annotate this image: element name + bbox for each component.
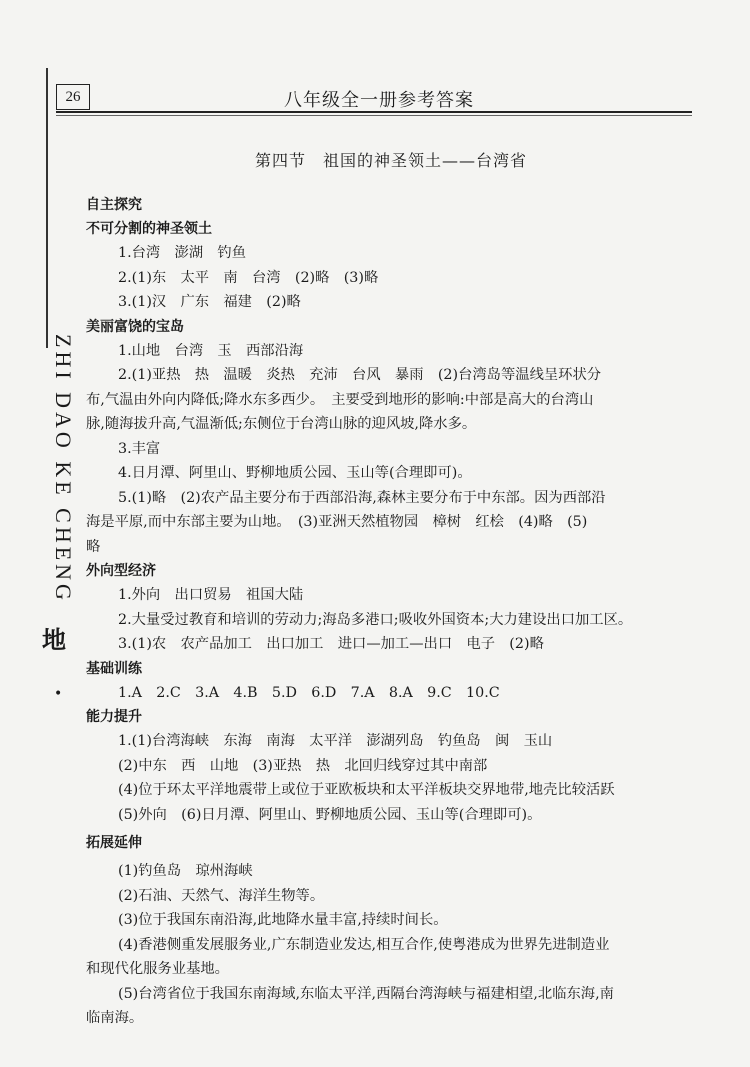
answer-line: 3.(1)农 农产品加工 出口加工 进口—加工—出口 电子 (2)略 <box>118 636 544 652</box>
left-margin-rule <box>46 68 48 348</box>
heading-zizhu: 自主探究 <box>86 197 142 213</box>
answer-line: (1)钓鱼岛 琼州海峡 <box>118 863 253 879</box>
answer-line: 5.(1)略 (2)农产品主要分布于西部沿海,森林主要分布于中东部。因为西部沿 <box>118 489 606 506</box>
section-title: 第四节 祖国的神圣领土——台湾省 <box>254 151 527 170</box>
answer-line: 4.日月潭、阿里山、野柳地质公园、玉山等(合理即可)。 <box>118 465 472 481</box>
subheading-outward-economy: 外向型经济 <box>86 563 156 579</box>
answer-line: (3)位于我国东南沿海,此地降水量丰富,持续时间长。 <box>118 912 448 928</box>
heading-tuozhan: 拓展延伸 <box>86 835 142 851</box>
side-subject-glyph: 地 <box>42 625 66 654</box>
answer-line: (2)中东 西 山地 (3)亚热 热 北回归线穿过其中南部 <box>118 757 488 774</box>
answer-line: 海是平原,而中东部主要为山地。 (3)亚洲天然植物园 樟树 红桧 (4)略 (5) <box>86 514 588 530</box>
answer-line: (4)香港侧重发展服务业,广东制造业发达,相互合作,使粤港成为世界先进制造业 <box>118 936 610 953</box>
answer-line: (2)石油、天然气、海洋生物等。 <box>118 887 325 904</box>
subheading-treasure-island: 美丽富饶的宝岛 <box>86 318 184 335</box>
subheading-territory: 不可分割的神圣领土 <box>86 221 212 237</box>
answer-line: 和现代化服务业基地。 <box>86 961 229 977</box>
answer-content <box>86 148 696 1031</box>
answer-line: 1.(1)台湾海峡 东海 南海 太平洋 澎湖列岛 钓鱼岛 闽 玉山 <box>118 733 553 749</box>
page-number: 26 <box>56 84 90 110</box>
answer-line: 3.丰富 <box>118 440 161 457</box>
heading-nengli: 能力提升 <box>86 709 142 725</box>
answer-line: 3.(1)汉 广东 福建 (2)略 <box>118 294 301 310</box>
answer-line: 临南海。 <box>86 1010 144 1026</box>
answer-line: 1.A 2.C 3.A 4.B 5.D 6.D 7.A 8.A 9.C 10.C <box>118 684 500 701</box>
answer-line: 略 <box>86 538 101 555</box>
answer-line: 2.大量受过教育和培训的劳动力;海岛多港口;吸收外国资本;大力建设出口加工区。 <box>118 611 633 628</box>
answer-line: 1.山地 台湾 玉 西部沿海 <box>118 342 304 359</box>
answer-line: (4)位于环太平洋地震带上或位于亚欧板块和太平洋板块交界地带,地壳比较活跃 <box>118 782 615 798</box>
answer-line: 1.台湾 澎湖 钓鱼 <box>118 245 247 261</box>
answer-line: 2.(1)东 太平 南 台湾 (2)略 (3)略 <box>118 269 379 286</box>
answer-line: 1.外向 出口贸易 祖国大陆 <box>118 587 304 603</box>
heading-jichu: 基础训练 <box>86 660 142 677</box>
answer-line: (5)外向 (6)日月潭、阿里山、野柳地质公园、玉山等(合理即可)。 <box>118 806 542 823</box>
answer-line: 脉,随海拔升高,气温渐低;东侧位于台湾山脉的迎风坡,降水多。 <box>86 416 477 432</box>
side-vertical-text: ZHI DAO KE CHENG <box>51 334 76 604</box>
answer-line: 布,气温由外向内降低;降水东多西少。 主要受到地形的影响:中部是高大的台湾山 <box>86 391 594 408</box>
running-header-title: 八年级全一册参考答案 <box>284 90 474 111</box>
answer-line: 2.(1)亚热 热 温暖 炎热 充沛 台风 暴雨 (2)台湾岛等温线呈环状分 <box>118 367 602 383</box>
side-dot: • <box>54 686 63 702</box>
answer-line: (5)台湾省位于我国东南海域,东临太平洋,西隔台湾海峡与福建相望,北临东海,南 <box>118 985 614 1002</box>
header-rule <box>56 111 692 113</box>
header-rule-thin <box>56 115 692 116</box>
